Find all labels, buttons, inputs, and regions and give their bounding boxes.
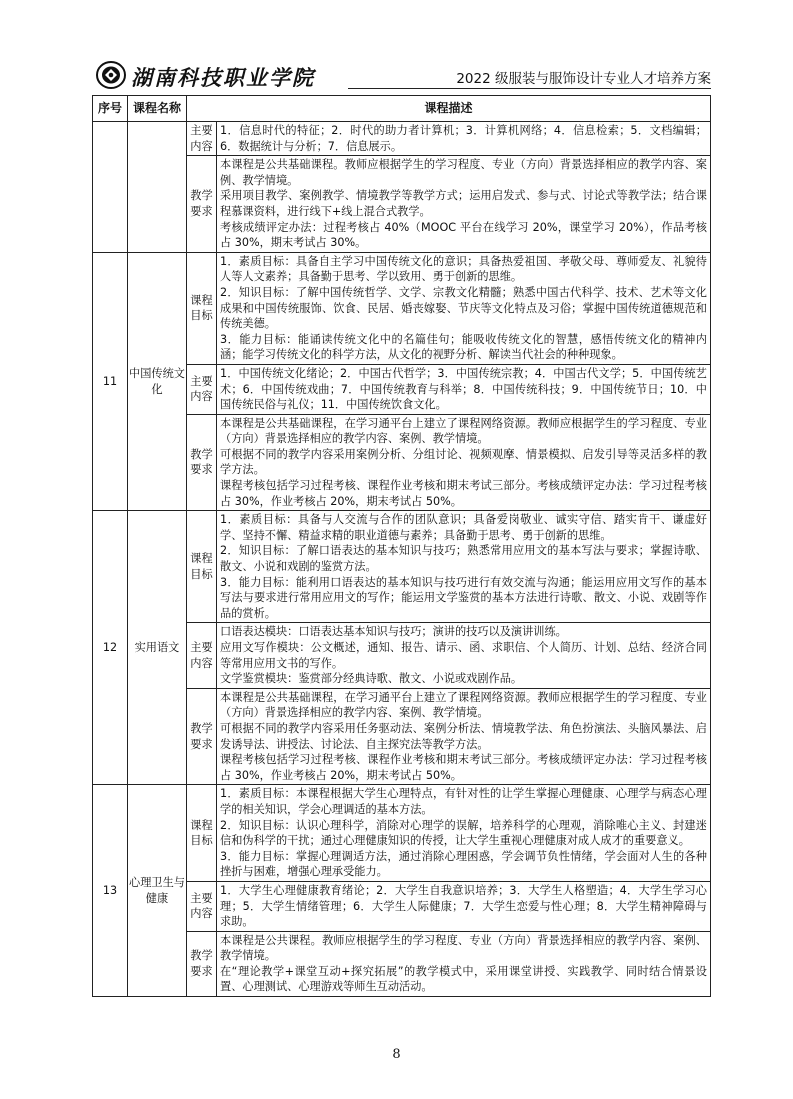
description-paragraph: 课程考核包括学习过程考核、课程作业考核和期末考试三部分。考核成绩评定办法：学习过程考核占 30%，作业考核占 20%，期末考试占 50%。 xyxy=(220,753,707,782)
section-label-line: 目标 xyxy=(190,567,213,581)
section-label xyxy=(187,156,217,253)
section-label-line: 内容 xyxy=(190,390,213,404)
description-paragraph: 应用文写作模块：公文概述，通知、报告、请示、函、求职信、个人简历、计划、总结、经济合同等常用应用文书的写作。 xyxy=(220,641,707,670)
course-name xyxy=(128,122,187,253)
section-label-line: 课程 xyxy=(190,293,213,307)
section-label-line: 教学 xyxy=(190,949,213,963)
description-paragraph: 3．能力目标：能诵读传统文化中的名篇佳句；能吸收传统文化的智慧，感悟传统文化的精神内涵；能学习传统文化的科学方法，从文化的视野分析、解读当代社会的种种现象。 xyxy=(220,332,707,362)
section-label xyxy=(187,881,217,931)
section-description xyxy=(217,252,711,364)
col-header-description: 课程描述 xyxy=(187,96,711,122)
section-label xyxy=(187,122,217,156)
school-seal-icon xyxy=(95,60,127,90)
section-label-line: 主要 xyxy=(190,641,213,654)
section-label-line: 内容 xyxy=(190,907,213,921)
description-paragraph: 1．素质目标：本课程根据大学生心理特点，有针对性的让学生掌握心理健康、心理学与病态心理学的相关知识，学会心理调适的基本方法。 xyxy=(220,787,707,816)
section-description xyxy=(217,156,711,253)
section-description xyxy=(217,688,711,785)
section-description xyxy=(217,122,711,156)
section-label-line: 目标 xyxy=(190,834,213,848)
table-row xyxy=(93,252,711,364)
section-label xyxy=(187,364,217,414)
section-description xyxy=(217,414,711,511)
section-label-line: 教学 xyxy=(190,447,213,461)
description-paragraph: 3．能力目标：掌握心理调适方法，通过消除心理困惑，学会调节负性情绪，学会面对人生的各种挫折与困难，增强心理承受能力。 xyxy=(220,849,707,879)
section-label xyxy=(187,511,217,623)
section-label-line: 主要 xyxy=(190,374,213,388)
document-title: 2022 级服装与服饰设计专业人才培养方案 xyxy=(456,71,711,87)
section-description xyxy=(217,623,711,688)
description-paragraph: 2．知识目标：了解中国传统哲学、文学、宗教文化精髓；熟悉中国古代科学、技术、艺术等文化成果和中国传统服饰、饮食、民居、婚丧嫁娶、节庆等文化特点及习俗；掌握中国传统道德规范和传统美德。 xyxy=(220,285,707,331)
section-label-line: 课程 xyxy=(190,818,213,832)
description-paragraph: 文学鉴赏模块：鉴赏部分经典诗歌、散文、小说或戏剧作品。 xyxy=(220,672,523,686)
section-label xyxy=(187,252,217,364)
description-paragraph: 本课程是公共基础课程。教师应根据学生的学习程度、专业（方向）背景选择相应的教学内容、案例、教学情境。 xyxy=(220,158,707,187)
course-name: 实用语文 xyxy=(128,511,187,785)
col-header-number: 序号 xyxy=(93,96,128,122)
table-header-row xyxy=(93,96,711,122)
col-header-course-name: 课程名称 xyxy=(128,96,187,122)
course-name: 中国传统文化 xyxy=(128,252,187,511)
header-rule xyxy=(348,88,711,89)
table-row xyxy=(93,511,711,623)
description-paragraph: 本课程是公共基础课程，在学习通平台上建立了课程网络资源。教师应根据学生的学习程度、专业（方向）背景选择相应的教学内容、案例、教学情境。 xyxy=(220,416,707,446)
section-label-line: 要求 xyxy=(190,204,213,218)
section-description xyxy=(217,785,711,882)
section-label xyxy=(187,931,217,996)
description-paragraph: 可根据不同的教学内容采用任务驱动法、案例分析法、情境教学法、角色扮演法、头脑风暴法、启发诱导法、讲授法、讨论法、自主探究法等教学方法。 xyxy=(220,721,707,751)
school-name-logo: 湖南科技职业学院 xyxy=(131,65,315,90)
section-description xyxy=(217,881,711,931)
course-number xyxy=(93,122,128,253)
description-paragraph: 1．信息时代的特征；2．时代的助力者计算机；3．计算机网络；4．信息检索；5．文档编辑；6．数据统计与分析；7．信息展示。 xyxy=(220,124,707,153)
description-paragraph: 口语表达模块：口语表达基本知识与技巧；演讲的技巧以及演讲训练。 xyxy=(220,625,567,639)
description-paragraph: 2．知识目标：了解口语表达的基本知识与技巧；熟悉常用应用文的基本写法与要求；掌握诗歌、散文、小说和戏剧的鉴赏方法。 xyxy=(220,544,707,574)
description-paragraph: 2．知识目标：认识心理科学，消除对心理学的误解，培养科学的心理观，消除唯心主义、封建迷信和伪科学的干扰；通过心理健康知识的传授，让大学生重视心理健康对成人成才的重要意义。 xyxy=(220,818,707,848)
table-row xyxy=(93,122,711,156)
description-paragraph: 考核成绩评定办法：过程考核占 40%（MOOC 平台在线学习 20%，课堂学习 20%），作品考核占 30%，期末考试占 30%。 xyxy=(220,220,707,250)
curriculum-table xyxy=(92,95,711,997)
description-paragraph: 3．能力目标：能利用口语表达的基本知识与技巧进行有效交流与沟通；能运用应用文写作的基本写法与要求进行常用应用文的写作；能运用文学鉴赏的基本方法进行诗歌、散文、小说、戏剧等作品的赏析。 xyxy=(220,575,707,620)
section-description xyxy=(217,931,711,996)
section-label-line: 内容 xyxy=(190,656,213,670)
section-label-line: 内容 xyxy=(190,139,213,153)
table-body xyxy=(93,122,711,997)
table-row xyxy=(93,785,711,882)
description-paragraph: 本课程是公共基础课程，在学习通平台上建立了课程网络资源。教师应根据学生的学习程度、专业（方向）背景选择相应的教学内容、案例、教学情境。 xyxy=(220,690,707,720)
description-paragraph: 本课程是公共课程。教师应根据学生的学习程度、专业（方向）背景选择相应的教学内容、案例、教学情境。 xyxy=(220,933,707,963)
section-description xyxy=(217,364,711,414)
description-paragraph: 采用项目教学、案例教学、情境教学等教学方式；运用启发式、参与式、讨论式等教学法；结合课程慕课资料，进行线下+线上混合式教学。 xyxy=(220,189,707,218)
description-paragraph: 在“理论教学+课堂互动+探究拓展”的教学模式中，采用课堂讲授、实践教学、同时结合情景设置、心理测试、心理游戏等师生互动活动。 xyxy=(220,964,707,994)
description-paragraph: 1．大学生心理健康教育绪论；2．大学生自我意识培养；3．大学生人格塑造；4．大学生学习心理；5．大学生情绪管理；6．大学生人际健康；7．大学生恋爱与性心理；8．大学生精神障碍与求助。 xyxy=(220,883,707,929)
course-name: 心理卫生与健康 xyxy=(128,785,187,997)
page-header xyxy=(95,58,711,92)
course-number: 12 xyxy=(93,511,128,785)
description-paragraph: 课程考核包括学习过程考核、课程作业考核和期末考试三部分。考核成绩评定办法：学习过程考核占 30%，作业考核占 20%，期末考试占 50%。 xyxy=(220,479,707,508)
section-label xyxy=(187,688,217,785)
course-number: 13 xyxy=(93,785,128,997)
description-paragraph: 1．素质目标：具备自主学习中国传统文化的意识；具备热爱祖国、孝敬父母、尊师爱友、礼貌待人等人文素养；具备勤于思考、学以致用、勇于创新的思维。 xyxy=(220,254,707,284)
section-label-line: 主要 xyxy=(190,891,213,905)
section-label xyxy=(187,623,217,688)
section-label xyxy=(187,414,217,511)
description-paragraph: 1．素质目标：具备与人交流与合作的团队意识；具备爱岗敬业、诚实守信、踏实肯干、谦虚好学、坚持不懈、精益求精的职业道德与素养；具备勤于思考、勇于创新的思维。 xyxy=(220,513,707,542)
section-label-line: 课程 xyxy=(190,552,213,566)
section-label-line: 要求 xyxy=(190,737,213,751)
description-paragraph: 1．中国传统文化绪论；2．中国古代哲学；3．中国传统宗教；4．中国古代文学；5．中国传统艺术；6．中国传统戏曲；7．中国传统教育与科举；8．中国传统科技；9．中国传统节日；10．中国传统民俗与礼仪；11．中国传统饮食文化。 xyxy=(220,366,707,412)
section-label-line: 要求 xyxy=(190,964,213,978)
course-number: 11 xyxy=(93,252,128,511)
section-label xyxy=(187,785,217,882)
page-number: 8 xyxy=(392,1047,401,1062)
section-label-line: 要求 xyxy=(190,463,213,477)
section-label-line: 主要 xyxy=(190,124,213,137)
description-paragraph: 可根据不同的教学内容采用案例分析、分组讨论、视频观摩、情景模拟、启发引导等灵活多样的教学方法。 xyxy=(220,447,707,477)
section-label-line: 教学 xyxy=(190,721,213,735)
section-label-line: 教学 xyxy=(190,189,213,203)
section-description xyxy=(217,511,711,623)
section-label-line: 目标 xyxy=(190,309,213,323)
